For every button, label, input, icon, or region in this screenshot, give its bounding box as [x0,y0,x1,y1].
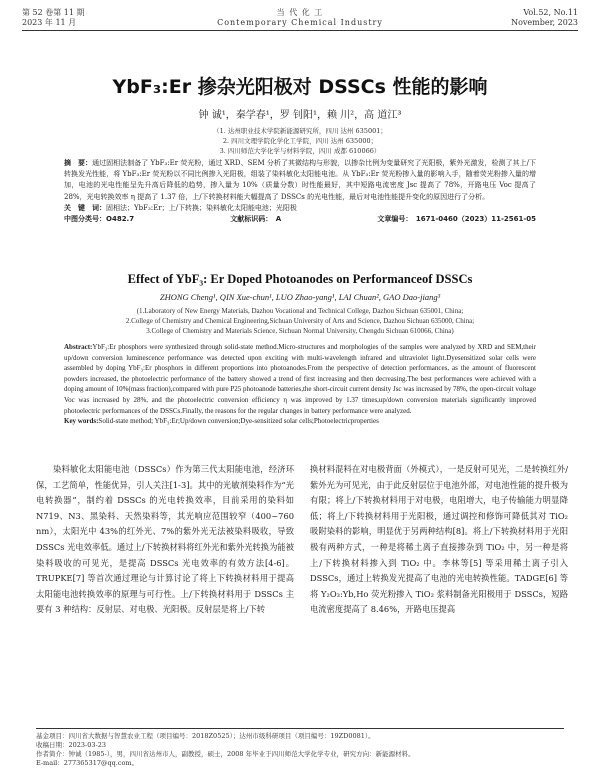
abstract-cn-label: 摘 要： [64,159,93,167]
article-number: 文章编号： 1671-0460（2023）11-2561-05 [377,215,536,224]
affiliation-en-1: (1.Laboratory of New Energy Materials, Dazhou Vocational and Technical College, Dazhou Sichuan 635001, China; [136,307,464,315]
abstract-en-label: Abstract: [64,343,93,351]
body-column-left: 染料敏化太阳能电池（DSSCs）作为第三代太阳能电池，经济环保，工艺简单，性能优异，引人关注[1-3]。其中的光敏剂染料作为“光电转换器”，制约着 DSSCs 的光电转换效率，目前采用的染料如 N719、N3、黑染料、天然染料等，其光响应范围较窄（400~760 nm），太阳光中 43%的红外光、7%的紫外光无法被染料吸收，导致 DSSCs 光电效率低。通过上/下转换材料将红外光和紫外光转换为能被染料吸收的可见光，是提高 DSSCs 光电效率的有效方法[4-6]。TRUPKE[7] 等首次通过理论与计算讨论了将上下转换材料用于提高太阳能电池转换效率的原理与可行性。上/下转换材料用于 DSSCs 主要有 3 种结构：反射层、对电极、光阳极。反射层是将上/下转 [36,464,294,615]
keywords-en-text: Solid-state method; YbF₃:Er;Up/down conversion;Dye-sensitized solar cells;Photoelectricproperties [98,417,379,426]
running-header [22,8,578,34]
footnote [36,728,564,768]
footnote-email: E-mail：277365317@qq.com。 [36,759,139,767]
document-code: 文献标识码： A [230,215,282,224]
paper-title-en: Effect of YbF₃: Er Doped Photoanodes on Performanceof DSSCs [127,272,473,286]
authors-en: ZHONG Cheng¹, QIN Xue-chun¹, LUO Zhao-yang¹, LAI Chuan², GAO Dao-jiang³ [159,292,441,302]
affiliation-en-3: 3.College of Chemistry and Materials Science, Sichuan Normal University, Chengdu Sichuan 610066, China) [146,327,454,335]
paper-title-cn: YbF₃:Er 掺杂光阳极对 DSSCs 性能的影响 [112,76,488,98]
abstract-cn-text: 通过固相法制备了 YbF₃:Er 荧光粉，通过 XRD、SEM 分析了其微结构与形貌，以掺杂比例为变量研究了光阳极，紫外光激发，检测了其上/下转换发光性能，将 YbF₃:Er 荧光粉以不同比例掺入光阳极，组装了染料敏化太阳能电池。从 YbF₃:Er 荧光粉掺入量的影响入手，随着荧光粉掺入量的增加，电池的光电性能呈先升高后降低的趋势，掺入量为 10%（质量分数）时性能最好，其中短路电流密度 Jsc 提高了 78%，开路电压 Voc 提高了 28%，光电转换效率 η 提高了 1.37 倍，上/下转换材料能大幅提高了 DSSCs 的光电性能，最后对电池性能提升变化的原因进行了分析。 [64,159,537,201]
journal-volume-issue-en: Vol.52, No.11 November, 2023 [511,8,578,27]
affiliation-cn-1: （1. 达州职业技术学院新能源研究所，四川 达州 635001； [213,127,387,135]
keywords-cn-label: 关 键 词： [64,203,106,212]
affiliation-en-2: 2.College of Chemistry and Chemical Engineering,Sichuan University of Arts and Science, Dazhou Sichuan 635000, China; [125,317,475,325]
meta-cn [64,214,536,225]
clc-number: 中图分类号：O482.7 [64,215,135,224]
body-column-right: 换材料混料在对电极背面（外模式），一是反射可见光，二是转换红外/紫外光为可见光，由于此反射层位于电池外部，对电池性能的提升极为有限；将上/下转换材料用于对电极，电阻增大，电子传输能力明显降低；将上/下转换材料用于光阳极，通过调控和修饰可降低其对 TiO₂ 吸附染料的影响，明显优于另两种结构[8]。将上/下转换材料用于光阳极有两种方式，一种是将稀土离子直接掺杂到 TiO₂ 中，另一种是将上/下转换材料掺入到 TiO₂ 中。李林等[5] 等采用稀土离子引入 DSSCs，通过上转换发光提高了电池的光电转换性能。TADGE[6] 等将 Y₂O₃:Yb,Ho 荧光粉掺入 TiO₂ 浆料制备光阳极用于 DSSCs，短路电流密度提高了 8.46%，开路电压提高 [310,464,568,615]
keywords-en-label: Key words: [64,417,99,426]
keywords-cn [64,203,536,214]
abstract-en [64,342,536,427]
affiliation-cn-3: 3. 四川师范大学化学与材料学院，四川 成都 610066） [219,147,381,155]
affiliations-cn [0,126,600,156]
footnote-funding: 基金项目：四川省大数据与智慧农业工程（项目编号：2018Z0525）；达州市级科研项目（项目编号：19ZD0081）。 [36,732,375,740]
footnote-author: 作者简介：钟诚（1985-），男，四川省达州市人，副教授，硕士，2008 年毕业于四川师范大学化学专业，研究方向：新能源材料。 [36,750,415,758]
abstract-en-text: YbF₃:Er phosphors were synthesized through solid-state method.Micro-structures and morphologies of the samples were analyzed by XRD and SEM,their up/down conversion luminescence performance was detected upon exciting with multi-wavelength infrared and ultraviolet light.Dyesensitized solar cells were assembled by doping YbF₃:Er phosphors in different proportions into photoanodes.From the perspective of detection performances, as the amount of fluorescent powders increased, the photoelectric performance of the battery showed a trend of first increasing and then decreasing.The best performances were achieved with a doping amount of 10%(mass fraction),compared with pure P25 photoanode batteries,the short-circuit current density Jsc was increased by 78%, the open-circuit voltage Voc was increased by 28%, and the photoelectric conversion efficiency η was improved by 1.37 times,up/down conversion materials significantly improved photoelectric performances of the DSSCs.Finally, the reasons for the regular changes in battery performance were analyzed. [64,343,536,415]
journal-name: 当 代 化 工 Contemporary Chemical Industry [217,8,383,27]
journal-volume-issue: 第 52 卷第 11 期 2023 年 11 月 [22,8,85,27]
affiliations-en [56,306,544,336]
abstract-cn [64,158,536,225]
footnote-received: 收稿日期：2023-03-23 [36,741,106,749]
keywords-en [64,416,536,427]
keywords-cn-text: 固相法；YbF₃:Er；上/下转换；染料敏化太阳能电池；光阳极 [106,203,297,212]
authors-cn: 钟 诚¹，秦学春¹，罗 钊阳¹，赖 川²，高 道江³ [198,110,402,121]
affiliation-cn-2: 2. 四川文理学院化学化工学院，四川 达州 635000； [222,137,378,145]
header-rule [22,30,578,31]
